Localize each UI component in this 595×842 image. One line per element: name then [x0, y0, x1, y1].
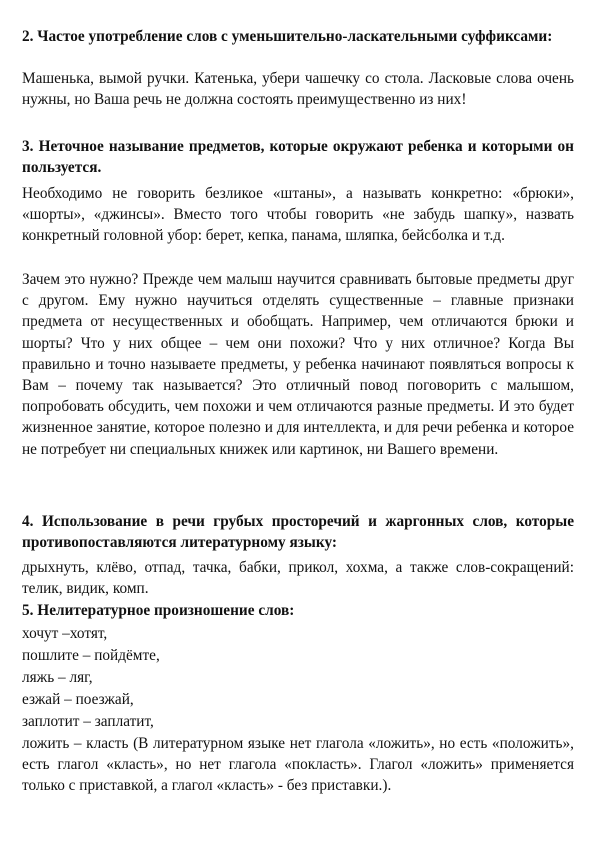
list-item: заплотит – заплатит,: [22, 713, 154, 730]
list-item: пошлите – пойдёмте,: [22, 647, 160, 664]
section-2-text: Машенька, вымой ручки. Катенька, убери чашечку со стола. Ласковые слова очень нужны, но Ваша речь не должна состоять преимущественно из них!: [22, 70, 574, 109]
list-item: ляжь – ляг,: [22, 669, 93, 686]
section-4-heading: 4. Использование в речи грубых просторечий и жаргонных слов, которые противопоставляются литературному языку:: [22, 513, 574, 552]
section-5-heading: 5. Нелитературное произношение слов:: [22, 602, 295, 619]
section-4-text: дрыхнуть, клёво, отпад, тачка, бабки, прикол, хохма, а также слов-сокращений: телик, видик, комп.: [22, 559, 574, 598]
list-item: езжай – поезжай,: [22, 691, 134, 708]
section-5-last-item: ложить – класть (В литературном языке нет глагола «ложить», но есть «положить», есть глагол «класть», но нет глагола «покласть». Глагол «ложить» применяется только с приставкой, а глагол «класть» - без приставки.).: [22, 735, 574, 795]
section-3-paragraph-1: Необходимо не говорить безликое «штаны», а называть конкретно: «брюки», «шорты», «джинсы». Вместо того чтобы говорить «не забудь шапку», назвать конкретный головной убор: берет, кепка, панама, шляпка, бейсболка и т.д.: [22, 185, 574, 245]
list-item: хочут –хотят,: [22, 625, 108, 642]
section-3-heading: 3. Неточное называние предметов, которые окружают ребенка и которыми он пользуется.: [22, 138, 574, 177]
section-2-heading: 2. Частое употребление слов с уменьшительно-ласкательными суффиксами:: [22, 28, 553, 45]
section-3-paragraph-2: Зачем это нужно? Прежде чем малыш научится сравнивать бытовые предметы друг с другом. Ему нужно научиться отделять существенные – главные признаки предмета от несущественных и обобщать. Например, чем отличаются брюки и шорты? Что у них общее – чем они похожи? Что у них отличное? Когда Вы правильно и точно называете предметы, у ребенка начинают появляться вопросы к Вам – почему так называется? Это отличный повод поговорить с малышом, попробовать обсудить, чем похожи и чем отличаются разные предметы. И это будет жизненное занятие, которое полезно и для интеллекта, и для речи ребенка и которое не потребует ни специальных книжек или картинок, ни Вашего времени.: [22, 271, 574, 458]
